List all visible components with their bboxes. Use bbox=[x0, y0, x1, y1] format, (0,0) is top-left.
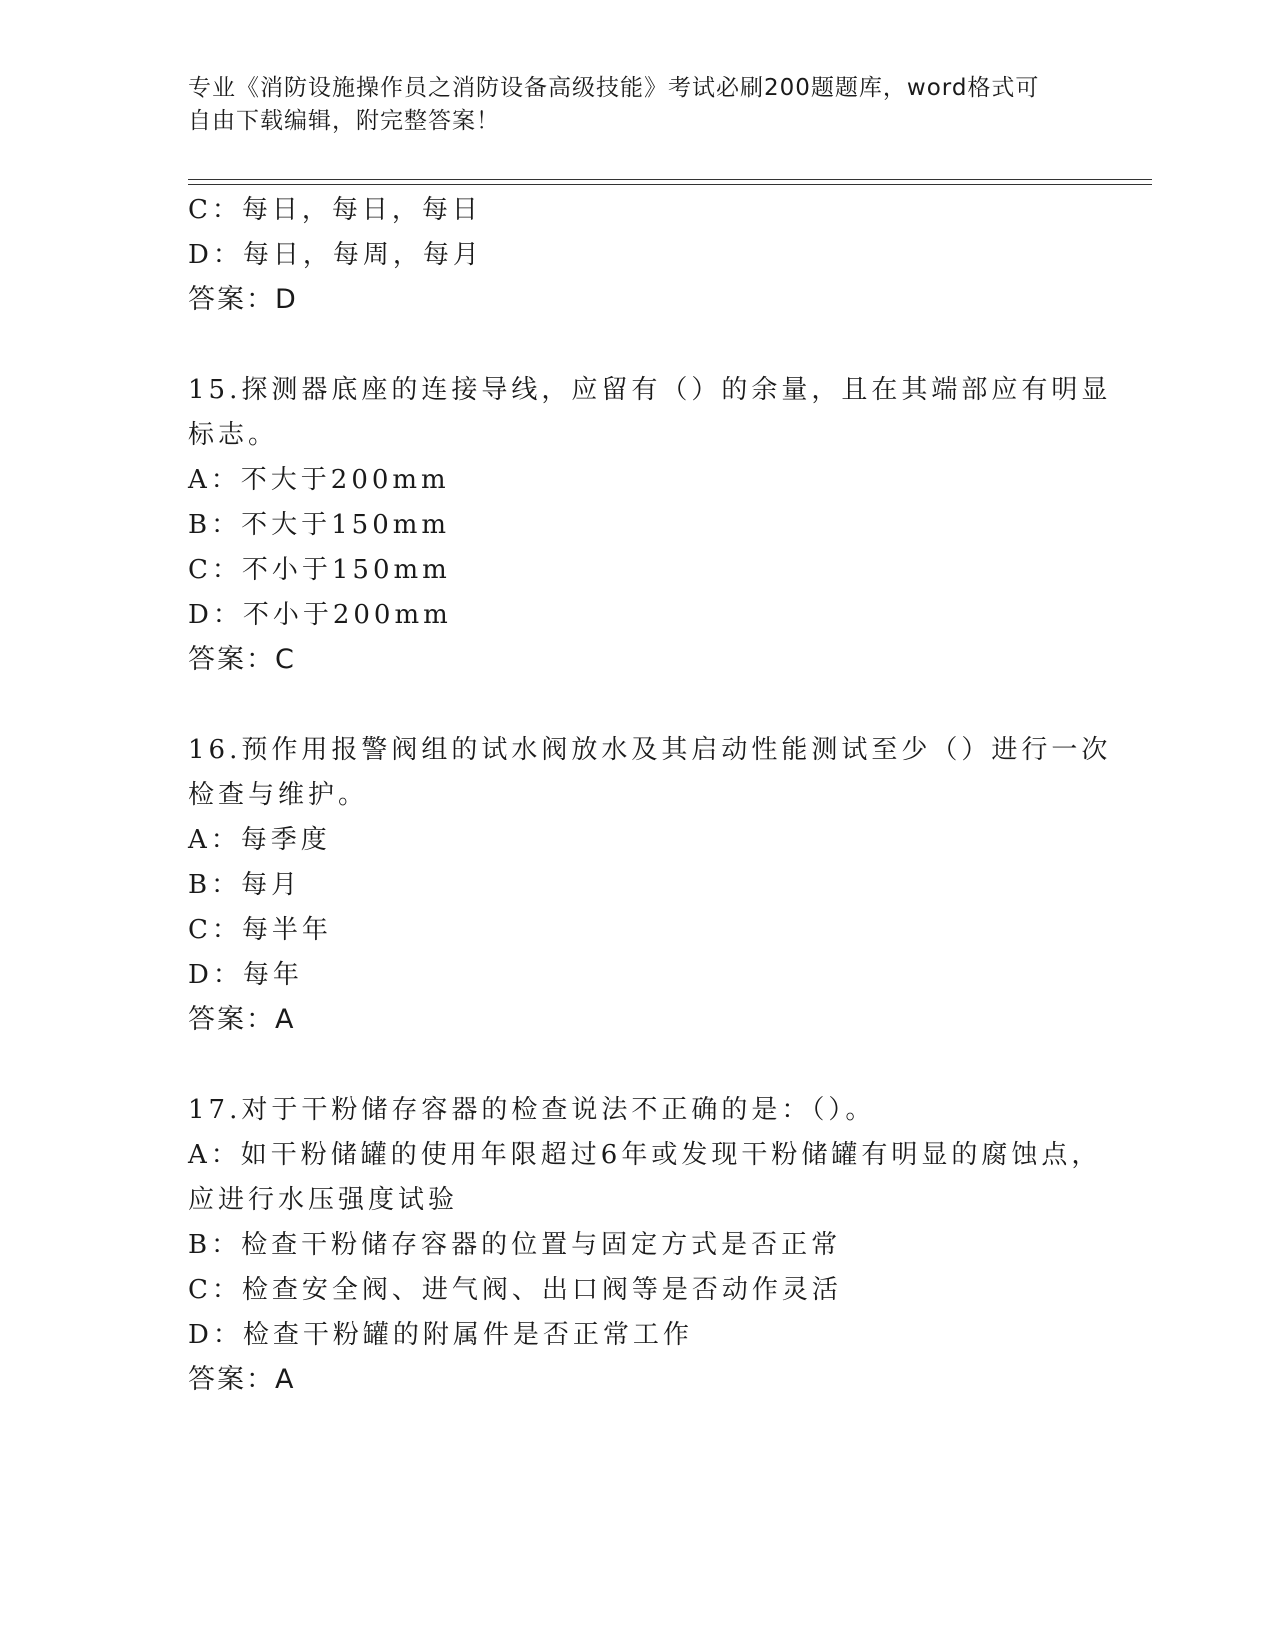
q16-stem-line-2: 检查与维护。 bbox=[188, 780, 369, 810]
q15-option-b: B：不大于150mm bbox=[188, 510, 451, 540]
q15-option-a: A：不大于200mm bbox=[188, 465, 450, 495]
q17-option-a-line-1: A：如干粉储罐的使用年限超过6年或发现干粉储罐有明显的腐蚀点， bbox=[188, 1140, 1102, 1170]
q15-stem-line-2: 标志。 bbox=[188, 420, 279, 450]
q16-answer: 答案：A bbox=[188, 1004, 296, 1035]
q17-option-a-line-2: 应进行水压强度试验 bbox=[188, 1185, 459, 1215]
header-line-1: 专业《消防设施操作员之消防设备高级技能》考试必刷200题题库，word格式可 bbox=[188, 75, 1040, 101]
prev-option-c: C：每日，每日，每日 bbox=[188, 195, 482, 225]
q17-option-b: B：检查干粉储存容器的位置与固定方式是否正常 bbox=[188, 1230, 842, 1260]
q15-option-c: C：不小于150mm bbox=[188, 555, 451, 585]
document-header bbox=[188, 72, 1088, 138]
q17-answer: 答案：A bbox=[188, 1364, 296, 1395]
q16-option-d: D：每年 bbox=[188, 960, 303, 990]
q17-option-c: C：检查安全阀、进气阀、出口阀等是否动作灵活 bbox=[188, 1275, 842, 1305]
header-divider-top bbox=[188, 179, 1152, 180]
q17-stem: 17.对于干粉储存容器的检查说法不正确的是：（）。 bbox=[188, 1095, 876, 1125]
header-divider-bottom bbox=[188, 184, 1152, 185]
prev-option-d: D：每日，每周，每月 bbox=[188, 240, 483, 270]
q16-stem-line-1: 16.预作用报警阀组的试水阀放水及其启动性能测试至少（）进行一次 bbox=[188, 735, 1112, 765]
q16-option-c: C：每半年 bbox=[188, 915, 332, 945]
q15-answer: 答案：C bbox=[188, 644, 296, 675]
q17-option-d: D：检查干粉罐的附属件是否正常工作 bbox=[188, 1320, 693, 1350]
q15-stem-line-1: 15.探测器底座的连接导线，应留有（）的余量，且在其端部应有明显 bbox=[188, 375, 1112, 405]
q16-option-a: A：每季度 bbox=[188, 825, 331, 855]
prev-answer: 答案：D bbox=[188, 284, 298, 315]
header-line-2: 自由下载编辑，附完整答案！ bbox=[188, 108, 500, 134]
q16-option-b: B：每月 bbox=[188, 870, 302, 900]
q15-option-d: D：不小于200mm bbox=[188, 600, 452, 630]
